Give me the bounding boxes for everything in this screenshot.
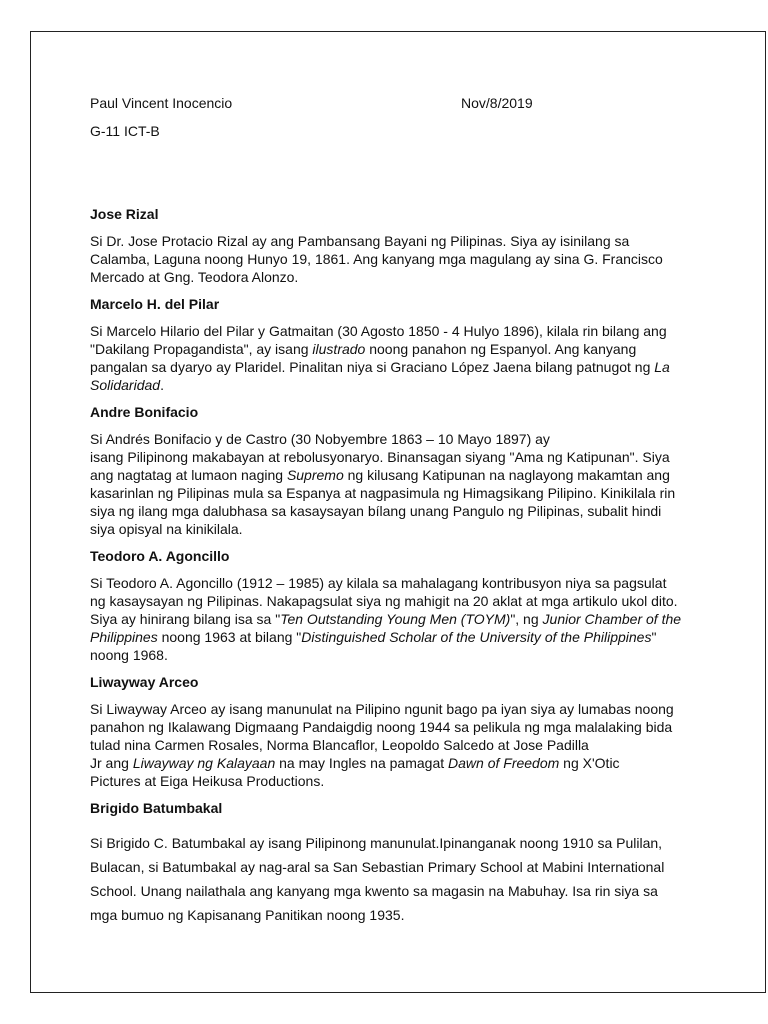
text-line: siya opisyal na kinikilala. [90,521,243,537]
document-page [30,31,766,993]
text-line [90,376,710,394]
text-line [90,610,710,628]
paragraph-marcelo-del-pilar [90,322,710,394]
italic-term: Supremo [286,467,344,483]
text-line: Si Liwayway Arceo ay isang manunulat na Pilipino ngunit bago pa iyan siya ay lumabas noong [90,701,674,717]
text-span: pangalan sa dyaryo ay Plaridel. Pinalitan niya si Graciano López Jaena bilang patnugot ng [90,359,655,375]
section-title-jose-rizal: Jose Rizal [90,206,159,222]
paragraph-liwayway-arceo [90,700,710,790]
document-body [90,205,710,936]
text-line: ng kasaysayan ng Pilipinas. Nakapagsulat siya ng mahigit na 20 aklat at mga artikulo ukol dito. [90,593,678,609]
text-line: School. Unang nailathala ang kanyang mga kwento sa magasin na Mabuhay. Isa rin siya sa [90,883,658,899]
author-name: Paul Vincent Inocencio [90,95,233,111]
text-span: noong 1963 at bilang " [157,629,302,645]
text-span: Jr ang [90,755,133,771]
italic-term: La [654,359,670,375]
section-title-marcelo-del-pilar: Marcelo H. del Pilar [90,296,220,312]
italic-term: Distinguished Scholar of the University of the Philippines [301,629,652,645]
section-title-brigido-batumbakal: Brigido Batumbakal [90,800,223,816]
italic-term: ilustrado [312,341,366,357]
section-title-liwayway-arceo: Liwayway Arceo [90,674,199,690]
paragraph-teodoro-agoncillo [90,574,710,664]
italic-term: Solidaridad [90,377,161,393]
text-line: Si Marcelo Hilario del Pilar y Gatmaitan (30 Agosto 1850 - 4 Hulyo 1896), kilala rin bilang ang [90,323,667,339]
text-span: " [651,629,657,645]
text-line: siya ng ilang mga dalubhasa sa kasaysayan bílang unang Pangulo ng Pilipinas, subalit hindi [90,503,662,519]
text-span: . [160,377,164,393]
text-line: Mercado at Gng. Teodora Alonzo. [90,269,299,285]
section-title-andre-bonifacio: Andre Bonifacio [90,404,199,420]
text-span: "Dakilang Propagandista", ay isang [90,341,313,357]
text-line: Calamba, Laguna noong Hunyo 19, 1861. Ang kanyang mga magulang ay sina G. Francisco [90,251,663,267]
text-line: tulad nina Carmen Rosales, Norma Blancaflor, Leopoldo Salcedo at Jose Padilla [90,737,589,753]
text-span: ng X'Otic [559,755,620,771]
paragraph-jose-rizal [90,232,710,286]
italic-term: Dawn of Freedom [448,755,560,771]
text-line [90,340,710,358]
class-section: G-11 ICT-B [90,123,160,139]
text-line: Si Teodoro A. Agoncillo (1912 – 1985) ay kilala sa mahalagang kontribusyon niya sa pagsulat [90,575,667,591]
text-line: Si Brigido C. Batumbakal ay isang Pilipinong manunulat.Ipinanganak noong 1910 sa Pulilan, [90,835,663,851]
text-line [90,754,710,772]
text-line [90,466,710,484]
paragraph-brigido-batumbakal [90,831,710,927]
text-line: noong 1968. [90,647,168,663]
section-title-teodoro-agoncillo: Teodoro A. Agoncillo [90,548,230,564]
text-line: Si Dr. Jose Protacio Rizal ay ang Pambansang Bayani ng Pilipinas. Siya ay isinilang sa [90,233,630,249]
text-span: ", ng [510,611,543,627]
text-line: Bulacan, si Batumbakal ay nag-aral sa San Sebastian Primary School at Mabini International [90,859,665,875]
text-line [90,358,710,376]
italic-term: Junior Chamber of the [542,611,682,627]
text-line: panahon ng Ikalawang Digmaang Pandaigdig noong 1944 sa pelikula ng mga malalaking bida [90,719,673,735]
text-line: Si Andrés Bonifacio y de Castro (30 Nobyembre 1863 – 10 Mayo 1897) ay [90,431,550,447]
document-date: Nov/8/2019 [461,95,533,111]
text-span: Siya ay hinirang bilang isa sa " [90,611,281,627]
text-line: Pictures at Eiga Heikusa Productions. [90,773,325,789]
text-line: isang Pilipinong makabayan at rebolusyonaryo. Binansagan siyang "Ama ng Katipunan". Siya [90,449,670,465]
italic-term: Ten Outstanding Young Men (TOYM) [280,611,511,627]
paragraph-andre-bonifacio [90,430,710,538]
text-span: ang nagtatag at lumaon naging [90,467,287,483]
italic-term: Philippines [90,629,158,645]
text-line [90,628,710,646]
text-span: noong panahon ng Espanyol. Ang kanyang [365,341,637,357]
text-line: kasarinlan ng Pilipinas mula sa Espanya at nagpasimula ng Himagsikang Pilipino. Kinikilala rin [90,485,676,501]
italic-term: Liwayway ng Kalayaan [132,755,276,771]
text-span: na may Ingles na pamagat [275,755,449,771]
text-line: mga bumuo ng Kapisanang Panitikan noong 1935. [90,907,405,923]
text-span: ng kilusang Katipunan na naglayong makamtan ang [343,467,670,483]
